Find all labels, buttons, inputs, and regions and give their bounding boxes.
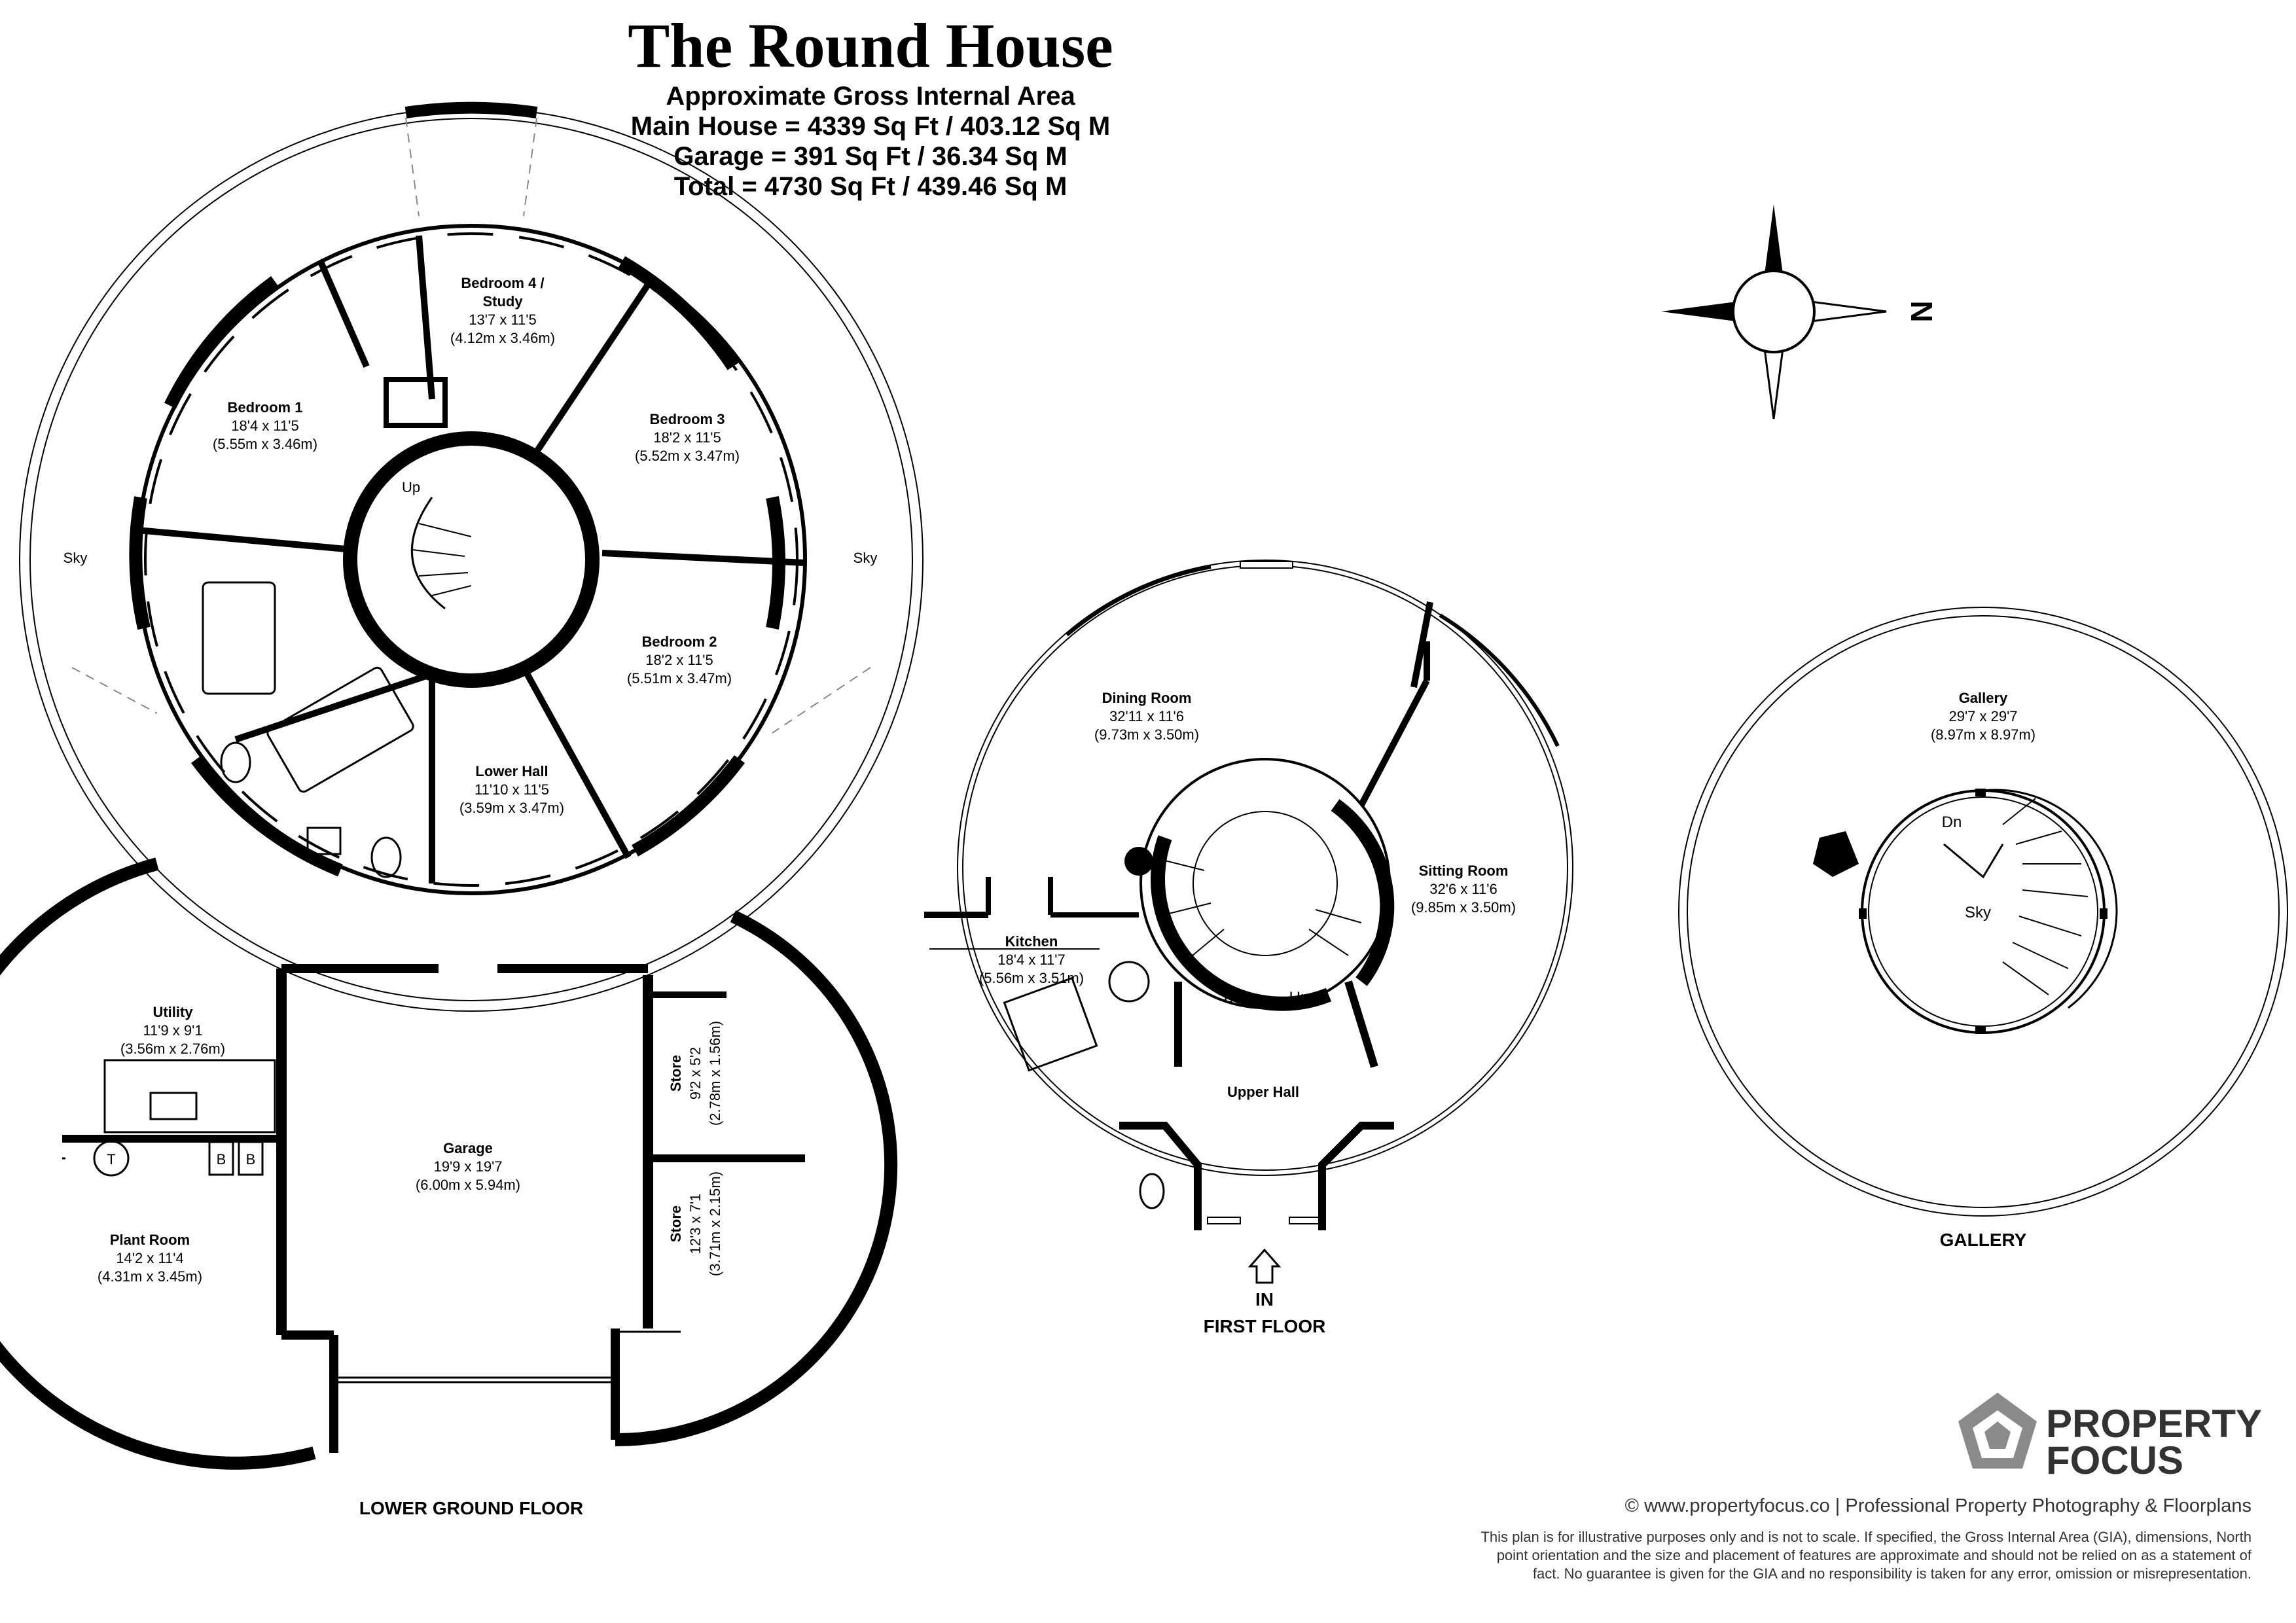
stairs-dn-label: Dn	[1223, 989, 1244, 1007]
room-imperial: 18'4 x 11'7	[997, 952, 1066, 968]
room-name: Lower Hall	[475, 763, 548, 779]
north-label: N	[1905, 300, 1939, 323]
room-metric: (8.97m x 8.97m)	[1930, 726, 2036, 743]
total-area: Total = 4730 Sq Ft / 439.46 Sq M	[673, 172, 1067, 201]
appliance-t-label: T	[107, 1151, 116, 1168]
room-sitting-room	[1411, 863, 1516, 916]
sky-label-left: Sky	[63, 550, 88, 566]
room-imperial: 32'11 x 11'6	[1109, 708, 1185, 724]
sky-label-right: Sky	[853, 550, 878, 566]
lower-ground-floor-label: LOWER GROUND FLOOR	[359, 1498, 584, 1518]
room-bedroom1	[213, 399, 317, 452]
first-floor-plan	[924, 560, 1573, 1336]
logo-line-1: PROPERTY	[2046, 1402, 2263, 1446]
room-bedroom4-study	[450, 275, 555, 346]
gallery-floor-label: GALLERY	[1939, 1230, 2027, 1250]
room-imperial: 11'10 x 11'5	[474, 781, 550, 798]
room-plant-room	[98, 1232, 202, 1285]
plan-title: The Round House	[628, 10, 1113, 80]
room-name: Sitting Room	[1418, 863, 1509, 879]
room-metric: (4.12m x 3.46m)	[450, 330, 556, 346]
room-imperial: 29'7 x 29'7	[1948, 708, 2018, 724]
room-name: Plant Room	[109, 1232, 190, 1248]
main-house-area: Main House = 4339 Sq Ft / 403.12 Sq M	[630, 112, 1111, 141]
gallery-plan	[1679, 607, 2287, 1250]
room-dining-room	[1094, 690, 1199, 743]
room-name: Bedroom 4 /	[461, 275, 545, 291]
room-imperial: 9'2 x 5'2	[687, 1046, 704, 1100]
room-imperial: 14'2 x 11'4	[116, 1250, 184, 1266]
stairs-dn-label: Dn	[1941, 813, 1962, 831]
room-lower-hall	[459, 763, 564, 816]
room-garage	[416, 1140, 520, 1193]
garage-area: Garage = 391 Sq Ft / 36.34 Sq M	[673, 142, 1067, 171]
first-floor-label: FIRST FLOOR	[1203, 1316, 1326, 1336]
room-name: Store	[668, 1054, 684, 1092]
room-metric: (6.00m x 5.94m)	[415, 1177, 521, 1193]
lower-ground-floor-plan	[0, 108, 923, 1518]
room-imperial: 32'6 x 11'6	[1429, 881, 1498, 897]
room-name: Store	[668, 1205, 684, 1243]
room-upper-hall	[1227, 1084, 1299, 1100]
room-store-2	[668, 1171, 723, 1276]
room-name-line2: Study	[482, 293, 523, 310]
appliance-b1-label: B	[216, 1151, 226, 1168]
room-bedroom2	[627, 633, 732, 687]
room-metric: (5.55m x 3.46m)	[212, 436, 318, 452]
room-imperial: 18'4 x 11'5	[231, 418, 299, 434]
room-imperial: 11'9 x 9'1	[143, 1022, 203, 1039]
room-imperial: 19'9 x 19'7	[433, 1158, 503, 1175]
room-name: Bedroom 3	[649, 411, 725, 427]
plan-subtitle: Approximate Gross Internal Area	[666, 82, 1075, 111]
entrance-arrow-icon	[1250, 1250, 1279, 1283]
header	[628, 10, 1113, 201]
room-kitchen	[979, 933, 1084, 986]
footer-credit: © www.propertyfocus.co | Professional Property Photography & Floorplans	[1624, 1495, 2251, 1516]
room-name: Bedroom 1	[227, 399, 303, 416]
room-store-1	[668, 1021, 723, 1126]
entrance-label: IN	[1255, 1289, 1274, 1310]
room-metric: (5.52m x 3.47m)	[634, 448, 740, 464]
compass-icon	[1661, 204, 1939, 419]
room-gallery	[1931, 690, 2036, 743]
disclaimer-line-1: This plan is for illustrative purposes only and is not to scale. If specified, the Gross Internal Area (GIA), dimensions, North	[1480, 1529, 2251, 1545]
sky-label: Sky	[1964, 904, 1992, 921]
room-metric: (9.73m x 3.50m)	[1094, 726, 1200, 743]
logo-line-2: FOCUS	[2046, 1438, 2183, 1482]
chair-icon	[1813, 831, 1859, 877]
disclaimer-line-3: fact. No guarantee is given for the GIA and no responsibility is taken for any error, omission or misrepresentation.	[1532, 1565, 2251, 1582]
room-name: Bedroom 2	[641, 633, 717, 650]
room-name: Garage	[443, 1140, 493, 1156]
room-imperial: 13'7 x 11'5	[469, 312, 537, 328]
room-metric: (3.71m x 2.15m)	[707, 1171, 723, 1277]
room-metric: (5.51m x 3.47m)	[626, 670, 732, 687]
room-metric: (3.59m x 3.47m)	[459, 800, 565, 816]
room-metric: (3.56m x 2.76m)	[120, 1041, 226, 1057]
room-metric: (4.31m x 3.45m)	[97, 1268, 203, 1285]
room-utility	[120, 1004, 225, 1057]
room-name: Upper Hall	[1227, 1084, 1300, 1100]
room-name: Kitchen	[1005, 933, 1058, 950]
room-metric: (5.56m x 3.51m)	[978, 970, 1085, 986]
room-imperial: 18'2 x 11'5	[645, 652, 713, 668]
room-bedroom3	[635, 411, 740, 464]
appliance-b2-label: B	[245, 1151, 256, 1168]
room-metric: (9.85m x 3.50m)	[1410, 899, 1516, 916]
room-imperial: 18'2 x 11'5	[653, 429, 721, 446]
disclaimer-line-2: point orientation and the size and placement of features are approximate and should not be relied on as a statement of	[1496, 1547, 2251, 1563]
room-name: Dining Room	[1102, 690, 1192, 706]
room-imperial: 12'3 x 7'1	[687, 1193, 704, 1255]
room-name: Gallery	[1958, 690, 2008, 706]
stairs-up-label: Up	[1289, 989, 1310, 1007]
property-focus-logo	[1958, 1393, 2262, 1482]
stairs-up-label: Up	[401, 479, 421, 495]
room-metric: (2.78m x 1.56m)	[707, 1020, 723, 1126]
room-name: Utility	[152, 1004, 193, 1020]
